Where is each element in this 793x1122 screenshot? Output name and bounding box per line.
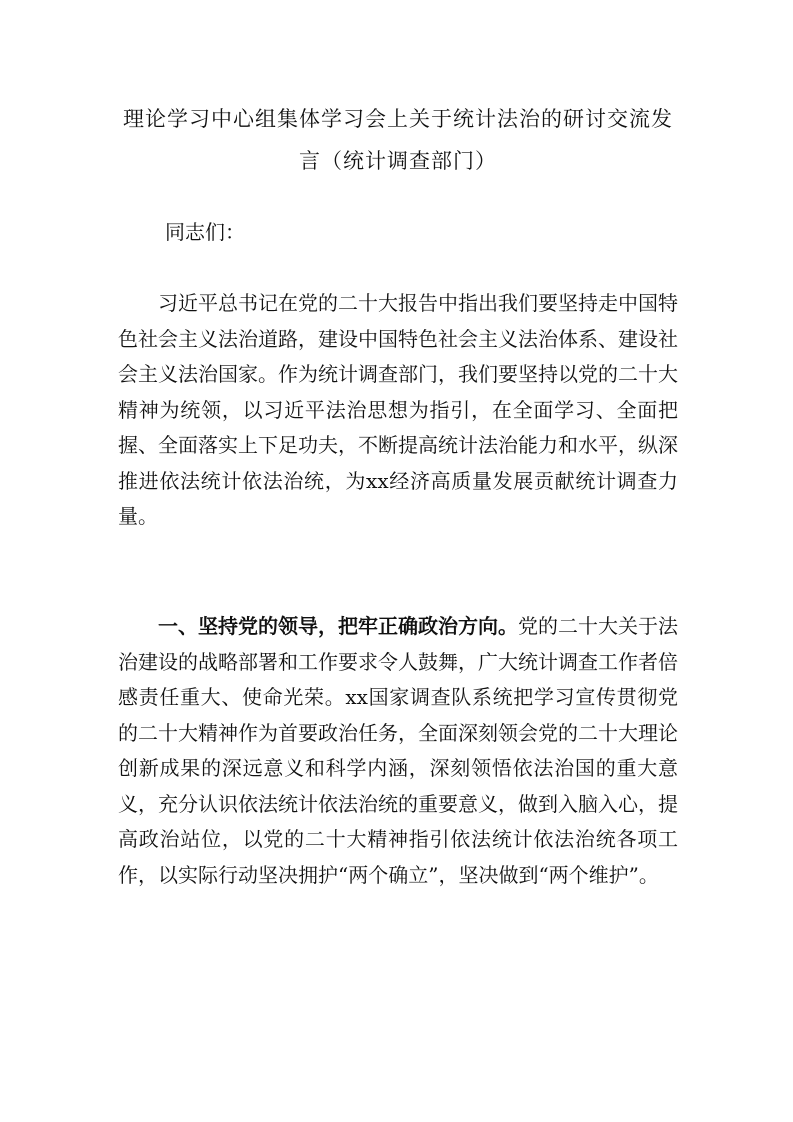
- section-one-heading: 一、坚持党的领导，把牢正确政治方向。: [158, 614, 518, 638]
- section-one-paragraph: [118, 609, 678, 893]
- salutation: 同志们：: [165, 220, 245, 244]
- intro-paragraph: 习近平总书记在党的二十大报告中指出我们要坚持走中国特色社会主义法治道路，建设中国特色社会主义法治体系、建设社会主义法治国家。作为统计调查部门，我们要坚持以党的二十大精神为统领，以习近平法治思想为指引，在全面学习、全面把握、全面落实上下足功夫，不断提高统计法治能力和水平，纵深推进依法统计依法治统，为xx经济高质量发展贡献统计调查力量。: [118, 291, 678, 528]
- section-one-body: 党的二十大关于法治建设的战略部署和工作要求令人鼓舞，广大统计调查工作者倍感责任重大、使命光荣。xx国家调查队系统把学习宣传贯彻党的二十大精神作为首要政治任务，全面深刻领会党的二十大理论创新成果的深远意义和科学内涵，深刻领悟依法治国的重大意义，充分认识依法统计依法治统的重要意义，做到入脑入心，提高政治站位，以党的二十大精神指引依法统计依法治统各项工作，以实际行动坚决拥护“两个确立”，坚决做到“两个维护”。: [118, 614, 678, 887]
- document-title: 理论学习中心组集体学习会上关于统计法治的研讨交流发言（统计调查部门）: [123, 107, 673, 173]
